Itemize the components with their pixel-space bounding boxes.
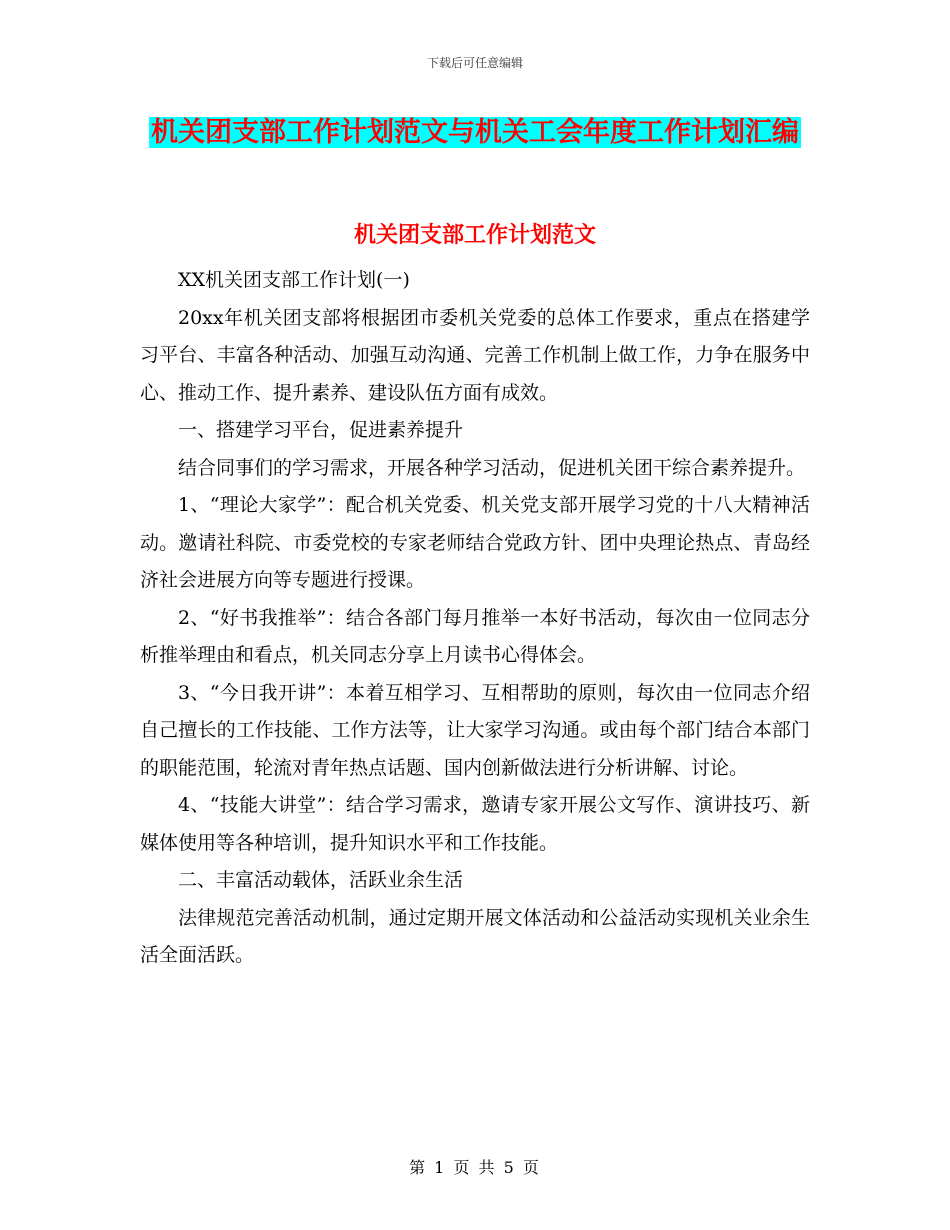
paragraph: 1、“理论大家学”：配合机关党委、机关党支部开展学习党的十八大精神活动。邀请社科院、市委党校的专家老师结合党政方针、团中央理论热点、青岛经济社会进展方向等专题进行授课。 bbox=[140, 494, 810, 591]
paragraph: 3、“今日我开讲”：本着互相学习、互相帮助的原则，每次由一位同志介绍自己擅长的工作技能、工作方法等，让大家学习沟通。或由每个部门结合本部门的职能范围，轮流对青年热点话题、国内创新做法进行分析讲解、讨论。 bbox=[140, 681, 810, 779]
page-footer: 第 1 页 共 5 页 bbox=[409, 1158, 541, 1177]
document-title-text: 机关团支部工作计划范文与机关工会年度工作计划汇编 bbox=[151, 117, 799, 148]
paragraph: 20xx年机关团支部将根据团市委机关党委的总体工作要求，重点在搭建学习平台、丰富各种活动、加强互动沟通、完善工作机制上做工作，力争在服务中心、推动工作、提升素养、建设队伍方面有成效。 bbox=[140, 306, 810, 404]
paragraph: 法律规范完善活动机制，通过定期开展文体活动和公益活动实现机关业余生活全面活跃。 bbox=[140, 906, 810, 966]
paragraph: XX机关团支部工作计划(一) bbox=[178, 269, 410, 291]
header-note: 下载后可任意编辑 bbox=[426, 56, 523, 70]
paragraph: 一、搭建学习平台，促进素养提升 bbox=[178, 419, 464, 441]
section-title: 机关团支部工作计划范文 bbox=[353, 222, 596, 248]
paragraph: 4、“技能大讲堂”：结合学习需求，邀请专家开展公文写作、演讲技巧、新媒体使用等各种培训，提升知识水平和工作技能。 bbox=[140, 794, 810, 854]
paragraph: 二、丰富活动载体，活跃业余生活 bbox=[178, 869, 464, 891]
document-title bbox=[140, 110, 810, 156]
document-body bbox=[140, 262, 810, 975]
paragraph: 结合同事们的学习需求，开展各种学习活动，促进机关团干综合素养提升。 bbox=[178, 456, 806, 479]
paragraph: 2、“好书我推举”：结合各部门每月推举一本好书活动，每次由一位同志分析推举理由和看点，机关同志分享上月读书心得体会。 bbox=[140, 606, 810, 666]
